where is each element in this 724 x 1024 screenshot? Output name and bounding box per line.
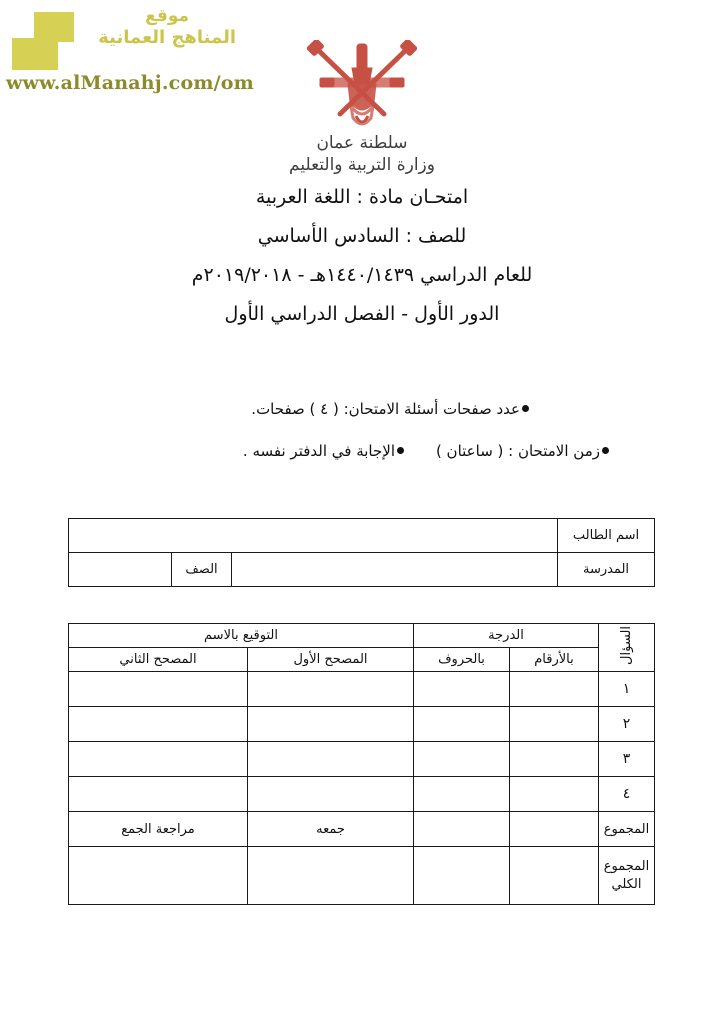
cell-marker-first[interactable] bbox=[248, 672, 414, 707]
table-row-student-name bbox=[69, 519, 655, 553]
note-answer-place bbox=[243, 442, 404, 460]
grand-total-marker-second[interactable] bbox=[69, 847, 248, 905]
cell-grade-letters[interactable] bbox=[414, 777, 510, 812]
question-number: ١ bbox=[599, 672, 655, 707]
exam-title-block bbox=[0, 188, 724, 324]
note-pages-text: عدد صفحات أسئلة الامتحان: ( ٤ ) صفحات. bbox=[251, 400, 520, 418]
grand-total-label bbox=[599, 847, 655, 905]
cell-grade-letters[interactable] bbox=[414, 707, 510, 742]
note-duration-text: زمن الامتحان : ( ساعتان ) bbox=[435, 442, 600, 460]
note-row-pages bbox=[0, 400, 724, 442]
cell-marker-first[interactable] bbox=[248, 707, 414, 742]
bullet-icon bbox=[522, 405, 529, 412]
class-label: الصف bbox=[172, 553, 232, 587]
header-grade-digits: بالأرقام bbox=[510, 648, 599, 672]
total-label: المجموع bbox=[599, 812, 655, 847]
header-marker-second: المصحح الثاني bbox=[69, 648, 248, 672]
cell-grade-digits[interactable] bbox=[510, 777, 599, 812]
grand-total-grade-digits[interactable] bbox=[510, 847, 599, 905]
note-pages bbox=[251, 400, 529, 418]
cell-grade-letters[interactable] bbox=[414, 742, 510, 777]
cell-grade-digits[interactable] bbox=[510, 707, 599, 742]
note-duration bbox=[436, 442, 609, 460]
table-row bbox=[69, 742, 655, 777]
emblem-country-text: سلطنة عمان bbox=[316, 133, 408, 153]
exam-grade-line: للصف : السادس الأساسي bbox=[257, 225, 467, 247]
note-row-duration bbox=[0, 442, 724, 484]
total-grade-digits[interactable] bbox=[510, 812, 599, 847]
table-header-row-sub bbox=[69, 648, 655, 672]
bullet-icon bbox=[397, 447, 404, 454]
question-number: ٢ bbox=[599, 707, 655, 742]
student-name-field[interactable] bbox=[69, 519, 558, 553]
header-marker-first: المصحح الأول bbox=[248, 648, 414, 672]
table-row bbox=[69, 707, 655, 742]
cell-grade-letters[interactable] bbox=[414, 672, 510, 707]
exam-subject-line: امتحـان مادة : اللغة العربية bbox=[255, 186, 469, 208]
header-grade-letters: بالحروف bbox=[414, 648, 510, 672]
question-number: ٣ bbox=[599, 742, 655, 777]
school-label: المدرسة bbox=[558, 553, 655, 587]
emblem-ministry-text: وزارة التربية والتعليم bbox=[289, 155, 435, 175]
header-question-label: السؤال bbox=[619, 626, 634, 665]
cell-marker-first[interactable] bbox=[248, 777, 414, 812]
table-row-total bbox=[69, 812, 655, 847]
cell-marker-second[interactable] bbox=[69, 742, 248, 777]
question-number: ٤ bbox=[599, 777, 655, 812]
table-row bbox=[69, 777, 655, 812]
cell-marker-first[interactable] bbox=[248, 742, 414, 777]
exam-session-line: الدور الأول - الفصل الدراسي الأول bbox=[224, 303, 500, 325]
student-info-table bbox=[68, 518, 655, 587]
grand-total-grade-letters[interactable] bbox=[414, 847, 510, 905]
note-answer-place-text: الإجابة في الدفتر نفسه . bbox=[242, 442, 395, 460]
exam-year-line: للعام الدراسي ١٤٤٠/١٤٣٩هـ - ٢٠١٩/٢٠١٨م bbox=[191, 264, 533, 286]
marks-summary-table bbox=[68, 623, 655, 905]
emblem-container bbox=[0, 40, 724, 184]
total-marker-second: مراجعة الجمع bbox=[69, 812, 248, 847]
site-name-line1: موقع bbox=[145, 6, 190, 26]
table-row-school bbox=[69, 553, 655, 587]
total-marker-first: جمعه bbox=[248, 812, 414, 847]
cell-grade-digits[interactable] bbox=[510, 742, 599, 777]
cell-marker-second[interactable] bbox=[69, 707, 248, 742]
table-row-grand-total bbox=[69, 847, 655, 905]
header-question bbox=[599, 624, 655, 672]
oman-national-emblem-khanjar-icon bbox=[272, 40, 452, 180]
table-row bbox=[69, 672, 655, 707]
grand-total-marker-first[interactable] bbox=[248, 847, 414, 905]
cell-marker-second[interactable] bbox=[69, 672, 248, 707]
total-grade-letters[interactable] bbox=[414, 812, 510, 847]
grand-total-label-line1: المجموع bbox=[603, 858, 650, 874]
header-grade: الدرجة bbox=[414, 624, 599, 648]
table-header-row-top bbox=[69, 624, 655, 648]
grand-total-label-line2: الكلي bbox=[611, 876, 642, 892]
class-field[interactable] bbox=[69, 553, 172, 587]
student-name-label: اسم الطالب bbox=[558, 519, 655, 553]
site-url: www.alManahj.com/om bbox=[6, 72, 254, 94]
exam-notes-block bbox=[0, 400, 724, 484]
cell-grade-digits[interactable] bbox=[510, 672, 599, 707]
site-name-line2: المناهج العمانية bbox=[98, 26, 236, 48]
bullet-icon bbox=[602, 447, 609, 454]
school-field[interactable] bbox=[232, 553, 558, 587]
header-signature: التوقيع بالاسم bbox=[69, 624, 414, 648]
cell-marker-second[interactable] bbox=[69, 777, 248, 812]
